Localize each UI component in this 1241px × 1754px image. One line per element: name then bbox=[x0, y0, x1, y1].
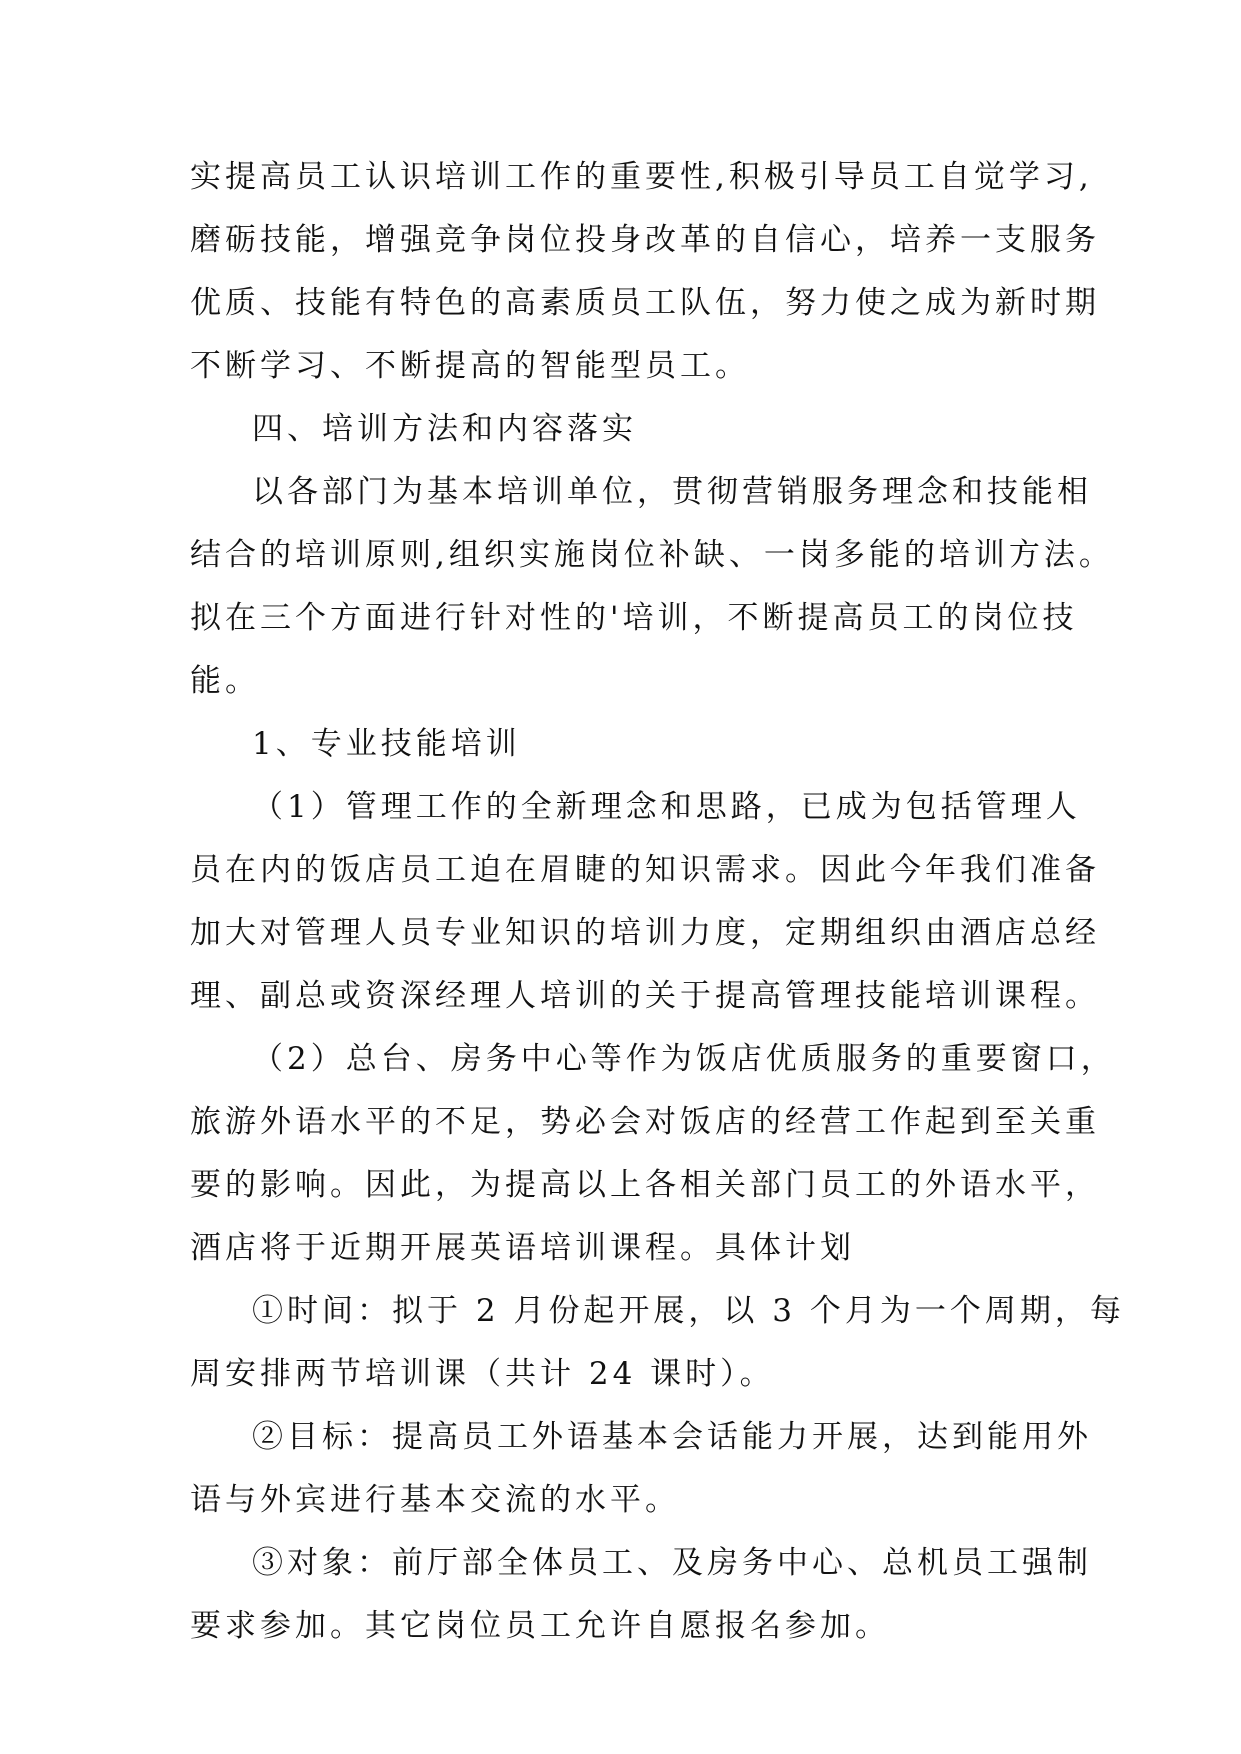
subsection-heading: 1、专业技能培训 bbox=[252, 726, 521, 762]
text-line: 员在内的饭店员工迫在眉睫的知识需求。因此今年我们准备 bbox=[190, 852, 1100, 888]
text-line: 结合的培训原则,组织实施岗位补缺、一岗多能的培训方法。 bbox=[190, 537, 1114, 573]
text-line: 要的影响。因此，为提高以上各相关部门员工的外语水平， bbox=[190, 1167, 1100, 1203]
text-line: ③对象：前厅部全体员工、及房务中心、总机员工强制 bbox=[252, 1545, 1092, 1581]
text-line: ①时间：拟于 2 月份起开展，以 3 个月为一个周期，每 bbox=[252, 1293, 1125, 1329]
text-line: （2）总台、房务中心等作为饭店优质服务的重要窗口， bbox=[252, 1041, 1116, 1077]
text-line: 优质、技能有特色的高素质员工队伍，努力使之成为新时期 bbox=[190, 285, 1100, 321]
text-line: 能。 bbox=[190, 663, 260, 699]
text-line: 以各部门为基本培训单位，贯彻营销服务理念和技能相 bbox=[252, 474, 1092, 510]
text-line: 要求参加。其它岗位员工允许自愿报名参加。 bbox=[190, 1608, 890, 1644]
text-line: 旅游外语水平的不足，势必会对饭店的经营工作起到至关重 bbox=[190, 1104, 1100, 1140]
text-line: 磨砺技能，增强竞争岗位投身改革的自信心，培养一支服务 bbox=[190, 222, 1100, 258]
text-line: 不断学习、不断提高的智能型员工。 bbox=[190, 348, 750, 384]
text-line: 加大对管理人员专业知识的培训力度，定期组织由酒店总经 bbox=[190, 915, 1100, 951]
text-line: 语与外宾进行基本交流的水平。 bbox=[190, 1482, 680, 1518]
text-line: （1）管理工作的全新理念和思路，已成为包括管理人 bbox=[252, 789, 1081, 825]
text-line: 实提高员工认识培训工作的重要性,积极引导员工自觉学习, bbox=[190, 159, 1093, 195]
text-line: ②目标：提高员工外语基本会话能力开展，达到能用外 bbox=[252, 1419, 1092, 1455]
section-heading: 四、培训方法和内容落实 bbox=[252, 411, 637, 447]
text-line: 理、副总或资深经理人培训的关于提高管理技能培训课程。 bbox=[190, 978, 1100, 1014]
text-line: 拟在三个方面进行针对性的'培训，不断提高员工的岗位技 bbox=[190, 600, 1078, 636]
text-line: 酒店将于近期开展英语培训课程。具体计划 bbox=[190, 1230, 855, 1266]
text-line: 周安排两节培训课（共计 24 课时）。 bbox=[190, 1356, 775, 1392]
